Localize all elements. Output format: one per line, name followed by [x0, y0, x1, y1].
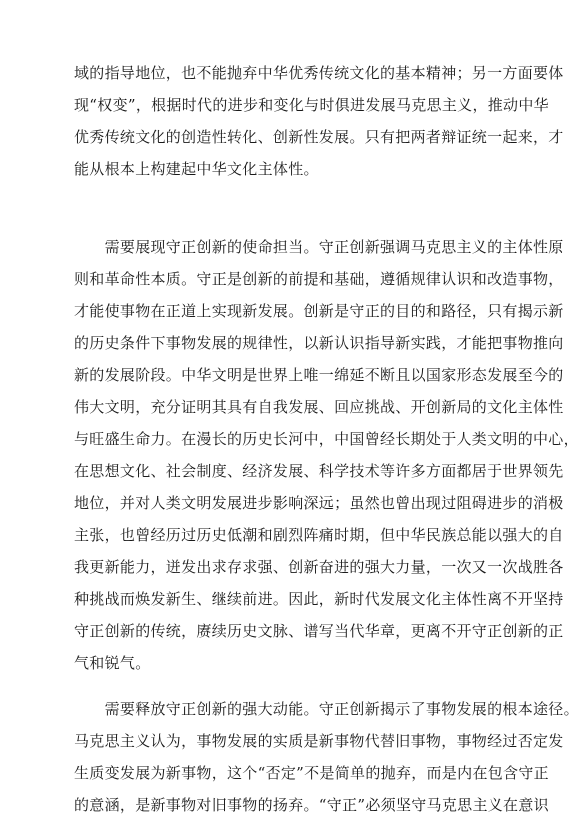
text-line: 马克思主义认为，事物发展的实质是新事物代替旧事物，事物经过否定发 — [74, 732, 564, 750]
text-line: 能从根本上构建起中华文化主体性。 — [74, 160, 319, 178]
text-line: 的历史条件下事物发展的规律性，以新认识指导新实践，才能把事物推向 — [74, 334, 564, 352]
text-line: 地位，并对人类文明发展进步影响深远；虽然也曾出现过阻碍进步的消极 — [74, 494, 564, 512]
text-line: 域的指导地位，也不能抛弃中华优秀传统文化的基本精神；另一方面要体 — [74, 64, 564, 82]
text-line: 主张，也曾经历过历史低潮和剧烈阵痛时期，但中华民族总能以强大的自 — [74, 526, 564, 544]
text-line: 则和革命性本质。守正是创新的前提和基础，遵循规律认识和改造事物， — [74, 270, 564, 288]
text-line: 在思想文化、社会制度、经济发展、科学技术等许多方面都居于世界领先 — [74, 462, 564, 480]
text-line: 优秀传统文化的创造性转化、创新性发展。只有把两者辩证统一起来，才 — [74, 128, 564, 146]
text-line: 生质变发展为新事物，这个“否定”不是简单的抛弃，而是内在包含守正 — [74, 764, 549, 782]
text-line: 我更新能力，迸发出求存求强、创新奋进的强大力量，一次又一次战胜各 — [74, 558, 564, 576]
text-line: 气和锐气。 — [74, 654, 151, 672]
text-line: 守正创新的传统，赓续历史文脉、谱写当代华章，更离不开守正创新的正 — [74, 622, 564, 640]
text-line: 才能使事物在正道上实现新发展。创新是守正的目的和路径，只有揭示新 — [74, 302, 564, 320]
text-line: 现“权变”，根据时代的进步和变化与时俱进发展马克思主义，推动中华 — [74, 96, 549, 114]
text-line: 与旺盛生命力。在漫长的历史长河中，中国曾经长期处于人类文明的中心， — [74, 430, 579, 448]
text-line: 需要释放守正创新的强大动能。守正创新揭示了事物发展的根本途径。 — [74, 700, 579, 718]
text-line: 伟大文明，充分证明其具有自我发展、回应挑战、开创新局的文化主体性 — [74, 398, 564, 416]
text-line: 的意涵，是新事物对旧事物的扬弃。“守正”必须坚守马克思主义在意识 — [74, 796, 549, 814]
text-line: 种挑战而焕发新生、继续前进。因此，新时代发展文化主体性离不开坚持 — [74, 590, 564, 608]
text-line: 新的发展阶段。中华文明是世界上唯一绵延不断且以国家形态发展至今的 — [74, 366, 564, 384]
text-line: 需要展现守正创新的使命担当。守正创新强调马克思主义的主体性原 — [74, 238, 564, 256]
